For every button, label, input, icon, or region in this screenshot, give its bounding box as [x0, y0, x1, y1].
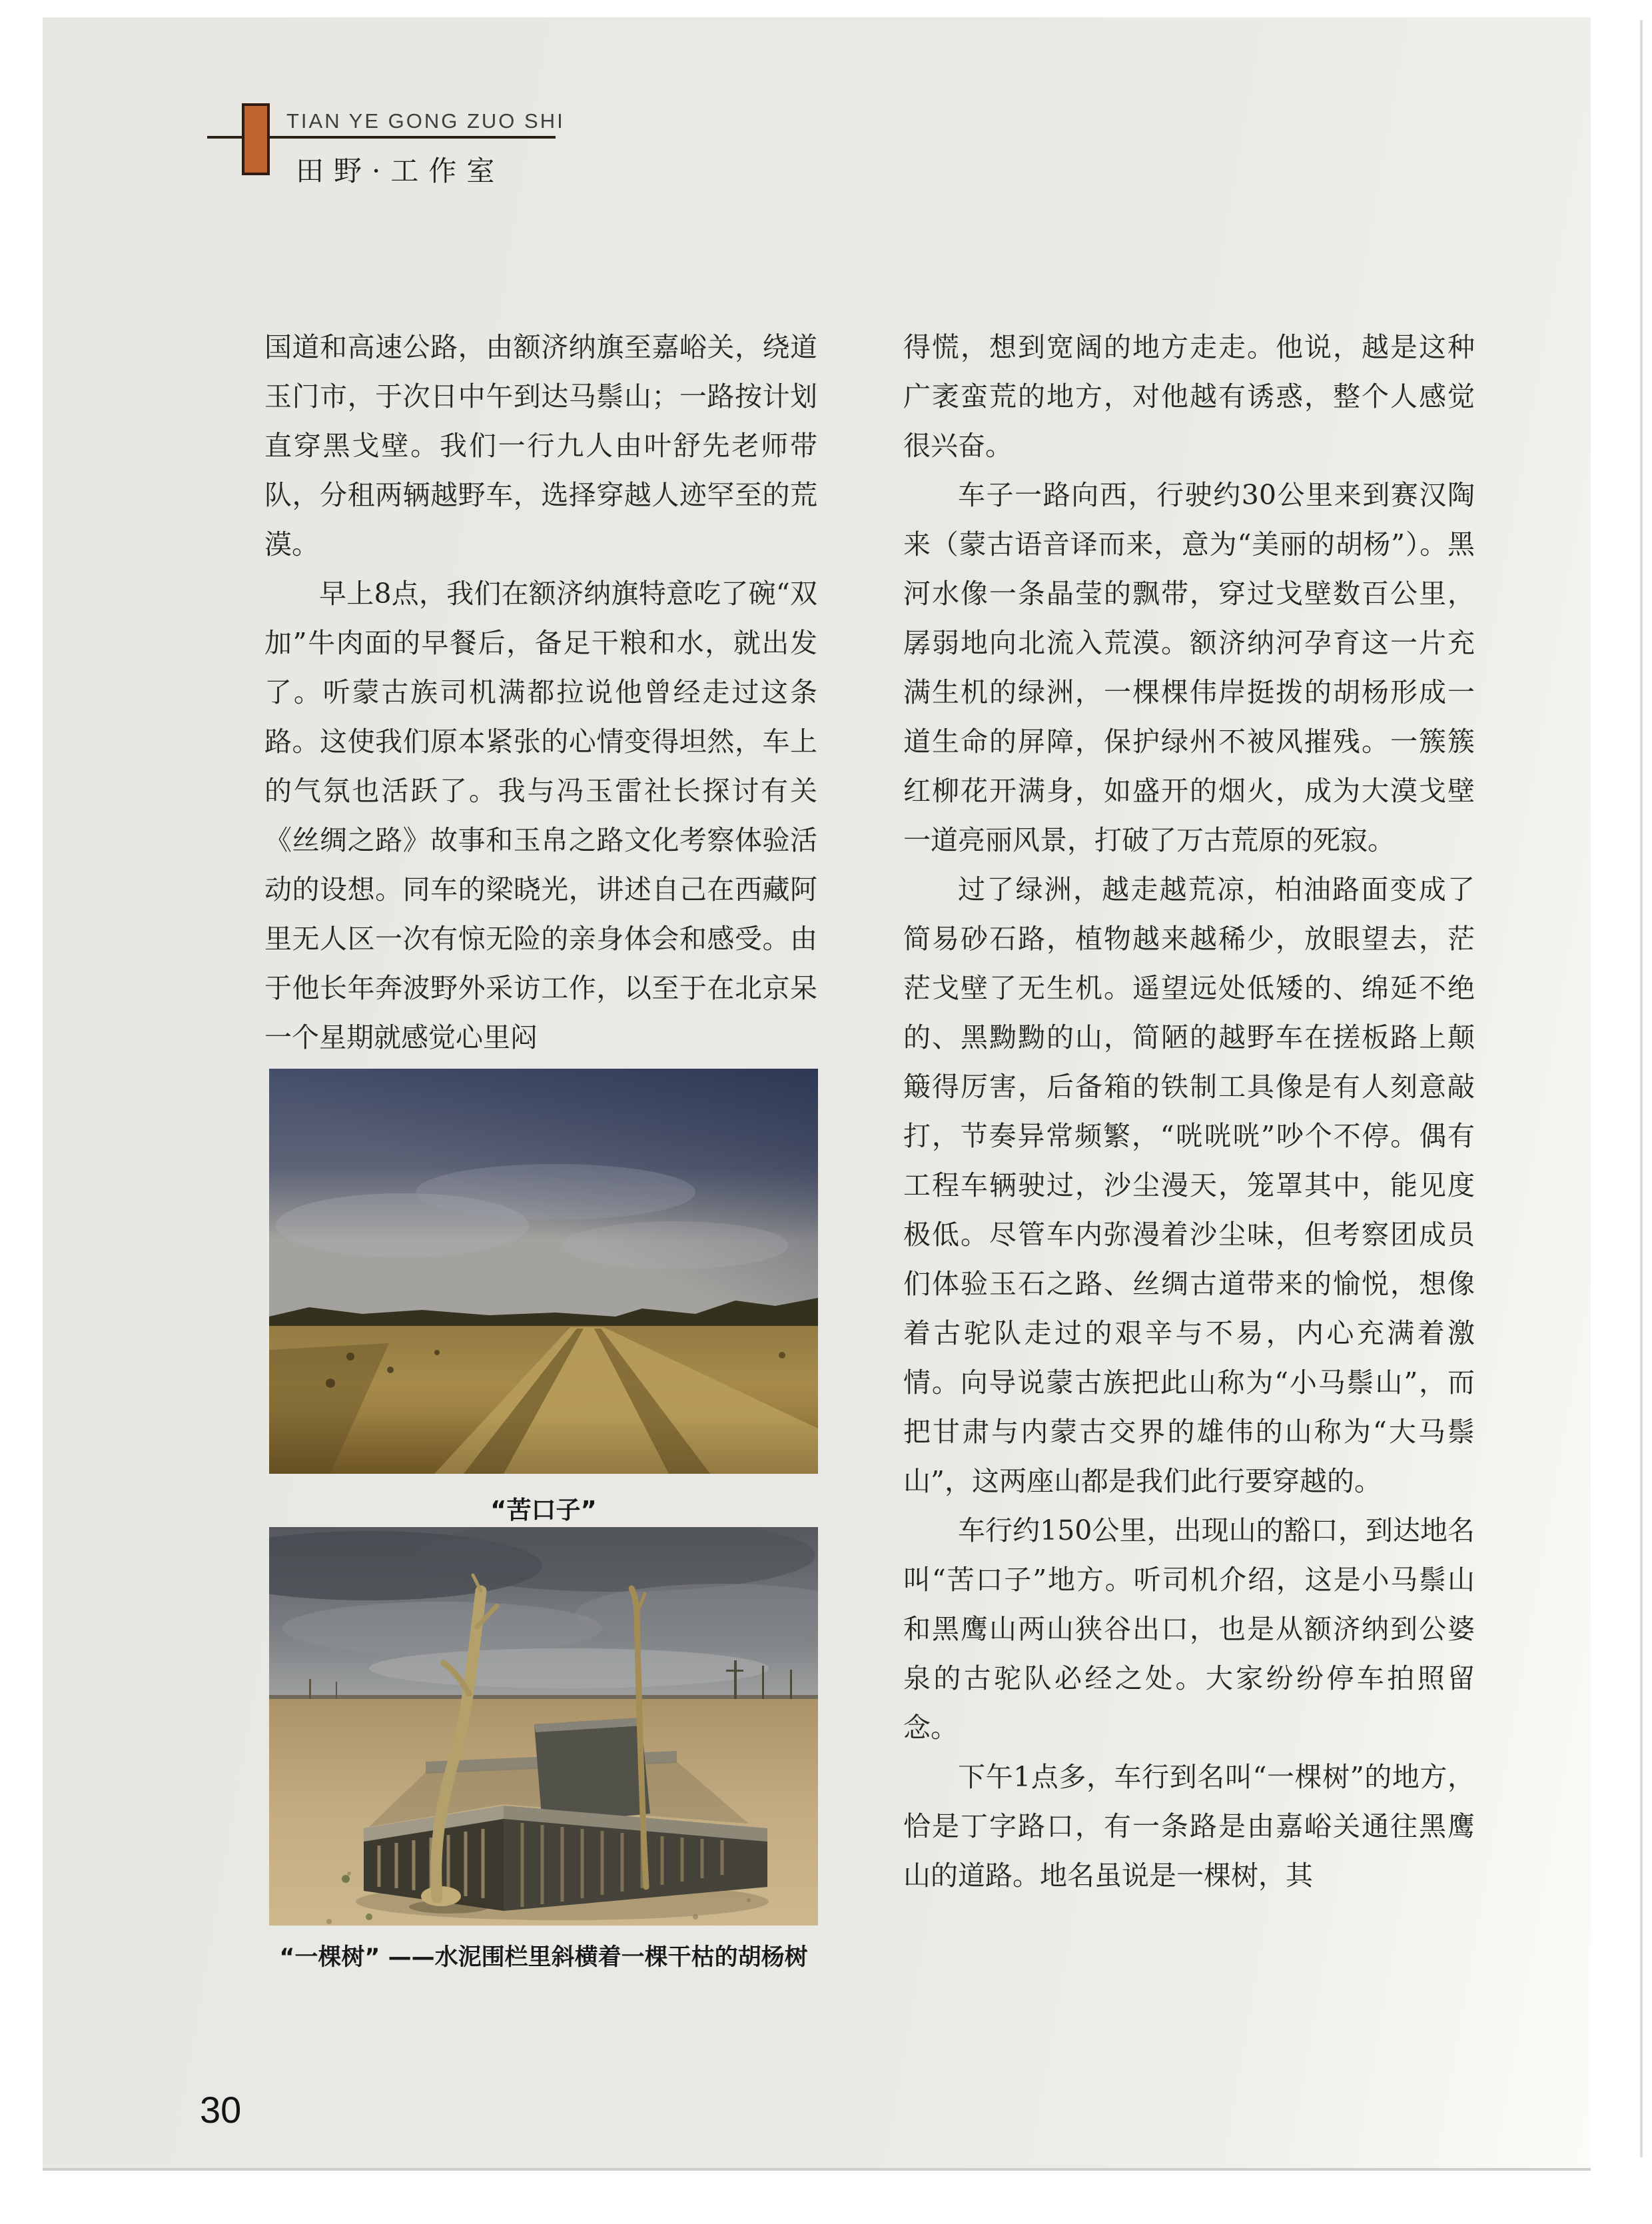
- paragraph: 早上8点，我们在额济纳旗特意吃了碗“双加”牛肉面的早餐后，备足干粮和水，就出发了。听蒙古族司机满都拉说他曾经走过这条路。这使我们原本紧张的心情变得坦然，车上的气氛也活跃了。我与冯玉雷社长探讨有关《丝绸之路》故事和玉帛之路文化考察体验活动的设想。同车的梁晓光，讲述自己在西藏阿里无人区一次有惊无险的亲身体会和感受。由于他长年奔波野外采访工作，以至于在北京呆一个星期就感觉心里闷: [264, 578, 817, 1053]
- right-text-column: [903, 322, 1475, 1900]
- left-text-column: [264, 322, 817, 1062]
- header-accent-rectangle: [242, 103, 270, 175]
- paragraph: 车子一路向西，行驶约30公里来到赛汉陶来（蒙古语音译而来，意为“美丽的胡杨”）。黑河水像一条晶莹的飘带，穿过戈壁数百公里，孱弱地向北流入荒漠。额济纳河孕育这一片充满生机的绿洲，一棵棵伟岸挺拨的胡杨形成一道生命的屏障，保护绿州不被风摧残。一簇簇红柳花开满身，如盛开的烟火，成为大漠戈壁一道亮丽风景，打破了万古荒原的死寂。: [903, 479, 1475, 856]
- header-chinese-title: 田野·工作室: [296, 155, 505, 187]
- photo-caption-kukouzi: “苦口子”: [490, 1496, 597, 1524]
- scan-edge-line: [1640, 20, 1643, 2157]
- paragraph: 得慌，想到宽阔的地方走走。他说，越是这种广袤蛮荒的地方，对他越有诱惑，整个人感觉很兴奋。: [903, 331, 1475, 462]
- one-tree-image: [269, 1527, 818, 1926]
- desert-road-image: [269, 1069, 818, 1474]
- photo-one-tree-monument: [269, 1527, 818, 1926]
- page-number: 30: [200, 2089, 242, 2131]
- scanned-page: [43, 17, 1591, 2171]
- paragraph: 下午1点多，车行到名叫“一棵树”的地方，恰是丁字路口，有一条路是由嘉峪关通往黑鹰山的道路。地名虽说是一棵树，其: [903, 1761, 1475, 1892]
- paragraph: 过了绿洲，越走越荒凉，柏油路面变成了简易砂石路，植物越来越稀少，放眼望去，茫茫戈壁了无生机。遥望远处低矮的、绵延不绝的、黑黝黝的山，简陋的越野车在搓板路上颠簸得厉害，后备箱的铁制工具像是有人刻意敲打，节奏异常频繁，“咣咣咣”吵个不停。偶有工程车辆驶过，沙尘漫天，笼罩其中，能见度极低。尽管车内弥漫着沙尘味，但考察团成员们体验玉石之路、丝绸古道带来的愉悦，想像着古驼队走过的艰辛与不易，内心充满着激情。向导说蒙古族把此山称为“小马鬃山”，而把甘肃与内蒙古交界的雄伟的山称为“大马鬃山”，这两座山都是我们此行要穿越的。: [903, 873, 1475, 1497]
- paragraph: 国道和高速公路，由额济纳旗至嘉峪关，绕道玉门市，于次日中午到达马鬃山；一路按计划直穿黑戈壁。我们一行九人由叶舒先老师带队，分租两辆越野车，选择穿越人迹罕至的荒漠。: [264, 331, 817, 560]
- paragraph: 车行约150公里，出现山的豁口，到达地名叫“苦口子”地方。听司机介绍，这是小马鬃山和黑鹰山两山狭谷出口，也是从额济纳到公婆泉的古驼队必经之处。大家纷纷停车拍照留念。: [903, 1514, 1475, 1744]
- photo-desert-road: [269, 1069, 818, 1474]
- header-romanized-title: TIAN YE GONG ZUO SHI: [286, 109, 565, 133]
- photo-caption-one-tree: “一棵树” ——水泥围栏里斜横着一棵干枯的胡杨树: [279, 1944, 808, 1971]
